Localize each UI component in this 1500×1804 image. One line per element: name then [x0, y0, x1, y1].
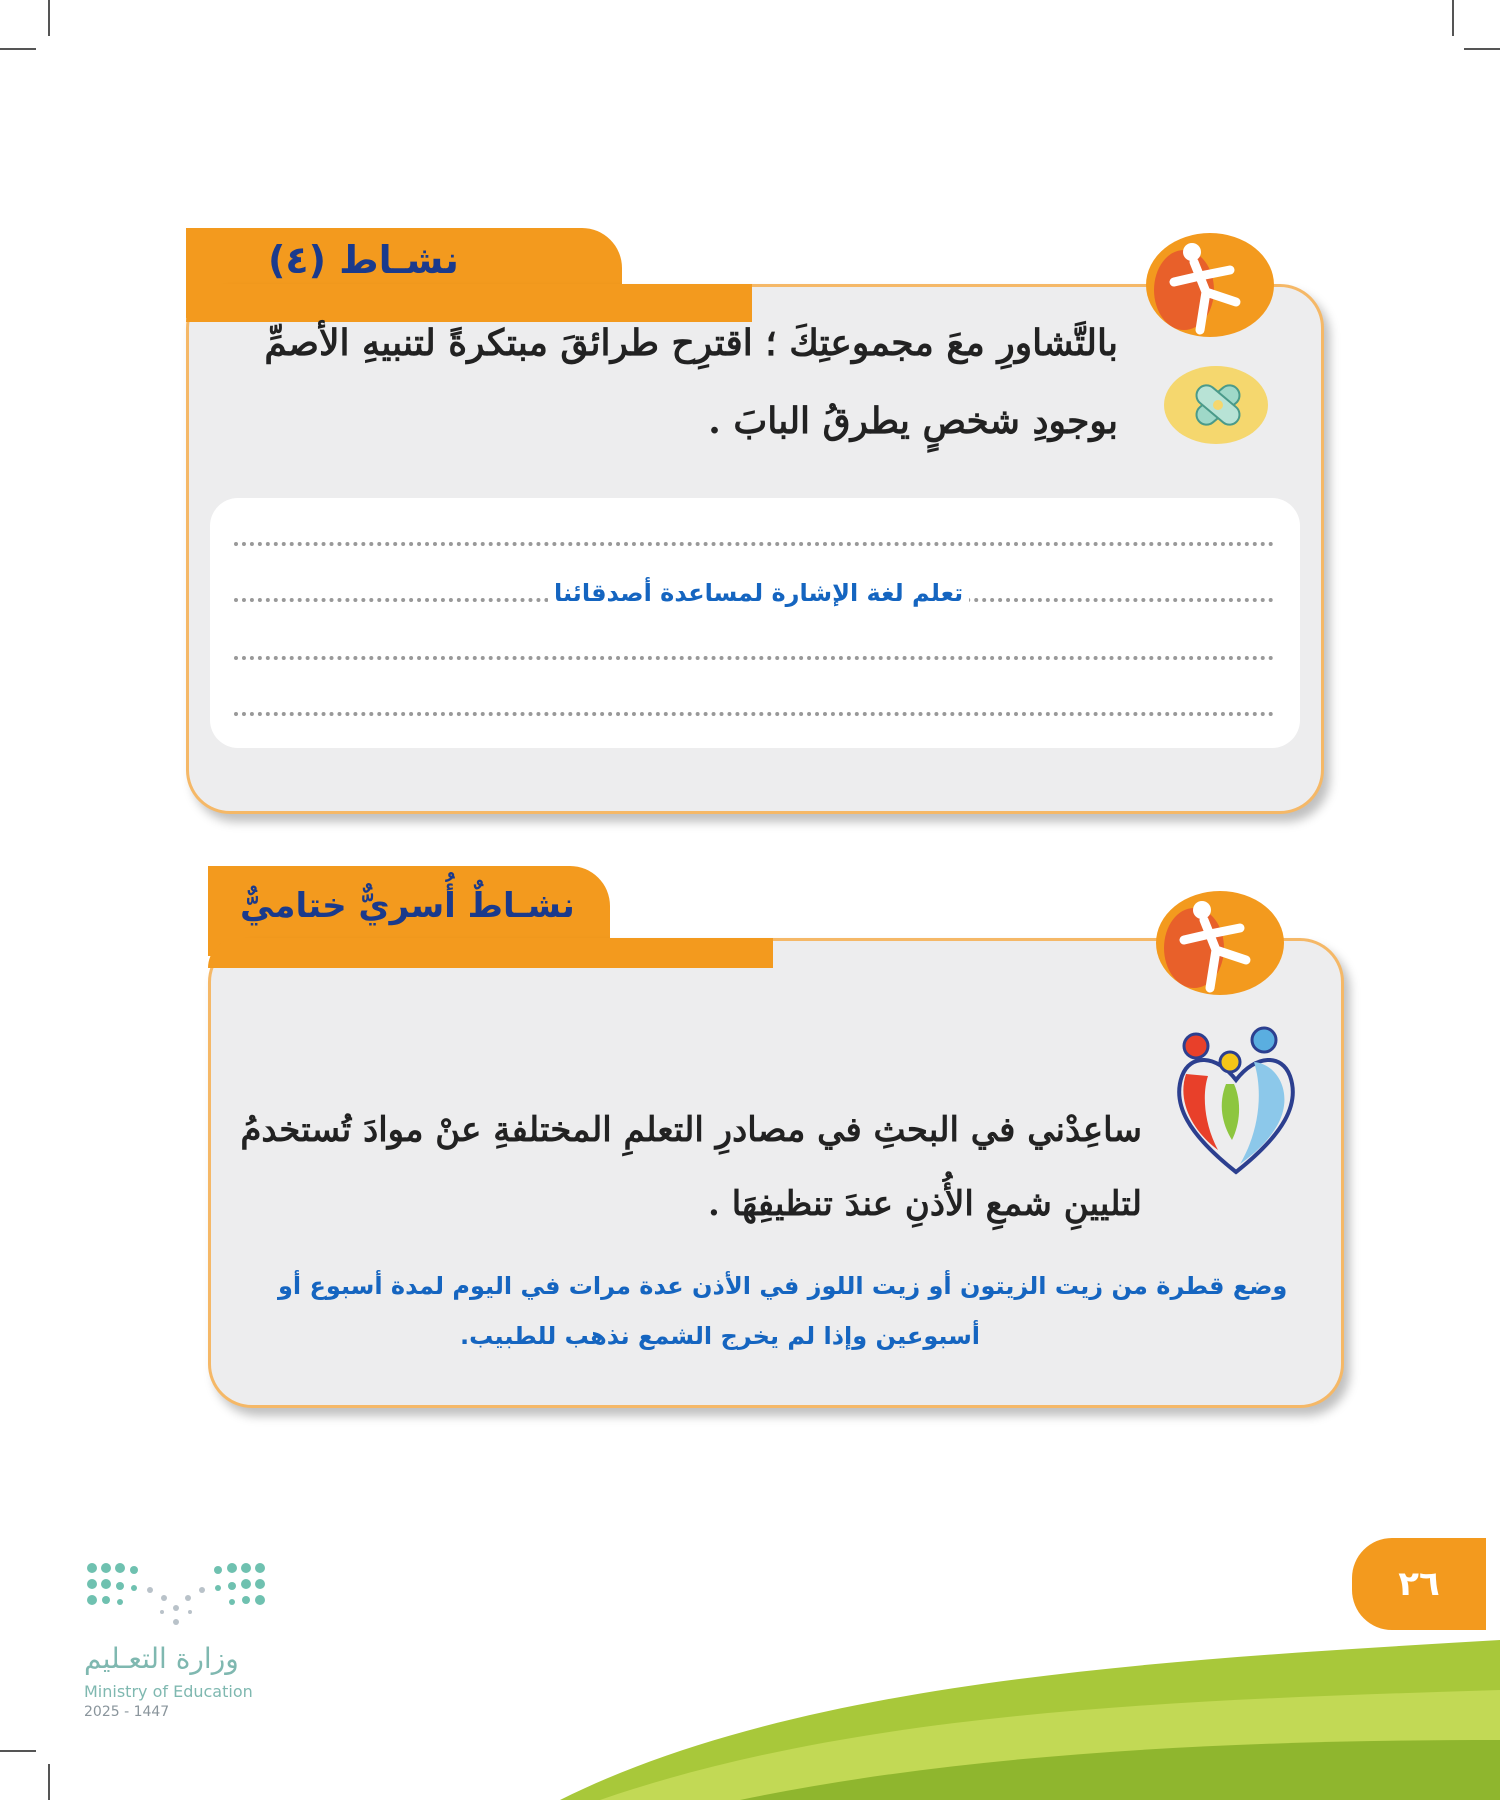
family-activity-answer-line2: أسبوعين وإذا لم يخرج الشمع نذهب للطبيب. — [460, 1322, 981, 1350]
page-number: ٢٦ — [1352, 1538, 1486, 1630]
ministry-name-arabic: وزارة التعـليم — [84, 1642, 239, 1675]
crop-mark — [1464, 48, 1500, 50]
family-activity-answer-line1: وضع قطرة من زيت الزيتون أو زيت اللوز في الأذن عدة مرات في اليوم لمدة أسبوع أو — [278, 1272, 1288, 1300]
crop-mark — [0, 1750, 36, 1752]
family-activity-prompt-line2: لتليينِ شمعِ الأُذنِ عندَ تنظيفِهَا . — [708, 1184, 1142, 1224]
crop-mark — [0, 48, 36, 50]
activity-4-prompt-line2: بوجودِ شخصٍ يطرقُ البابَ . — [708, 400, 1118, 442]
answer-area[interactable] — [210, 498, 1300, 748]
ministry-logo-icon — [84, 1560, 268, 1632]
activity-4-title: نشـاط (٤) — [268, 238, 459, 282]
writing-line — [234, 656, 1274, 660]
crop-mark — [1452, 0, 1454, 36]
card-accent — [208, 938, 773, 968]
family-heart-icon — [1168, 1024, 1304, 1176]
family-activity-title: نشـاطٌ أُسريٌّ ختاميٌّ — [240, 886, 575, 926]
card-accent — [186, 284, 752, 322]
bandage-icon — [1163, 365, 1269, 445]
crop-mark — [48, 0, 50, 36]
writing-line — [234, 712, 1274, 716]
writing-line — [234, 542, 1274, 546]
family-activity-prompt-line1: ساعِدْني في البحثِ في مصادرِ التعلمِ المختلفةِ عنْ موادَ تُستخدمُ — [240, 1110, 1142, 1150]
activity-person-icon — [1154, 888, 1286, 998]
decorative-swoosh — [560, 1640, 1500, 1800]
crop-mark — [48, 1764, 50, 1800]
ministry-year: 2025 - 1447 — [84, 1704, 170, 1720]
ministry-name-english: Ministry of Education — [84, 1682, 253, 1701]
activity-person-icon — [1144, 230, 1276, 340]
activity-4-answer: تعلم لغة الإشارة لمساعدة أصدقائنا — [548, 579, 969, 607]
activity-4-prompt-line1: بالتَّشاورِ معَ مجموعتِكَ ؛ اقترِح طرائقَ مبتكرةً لتنبيهِ الأصمِّ — [264, 322, 1118, 364]
